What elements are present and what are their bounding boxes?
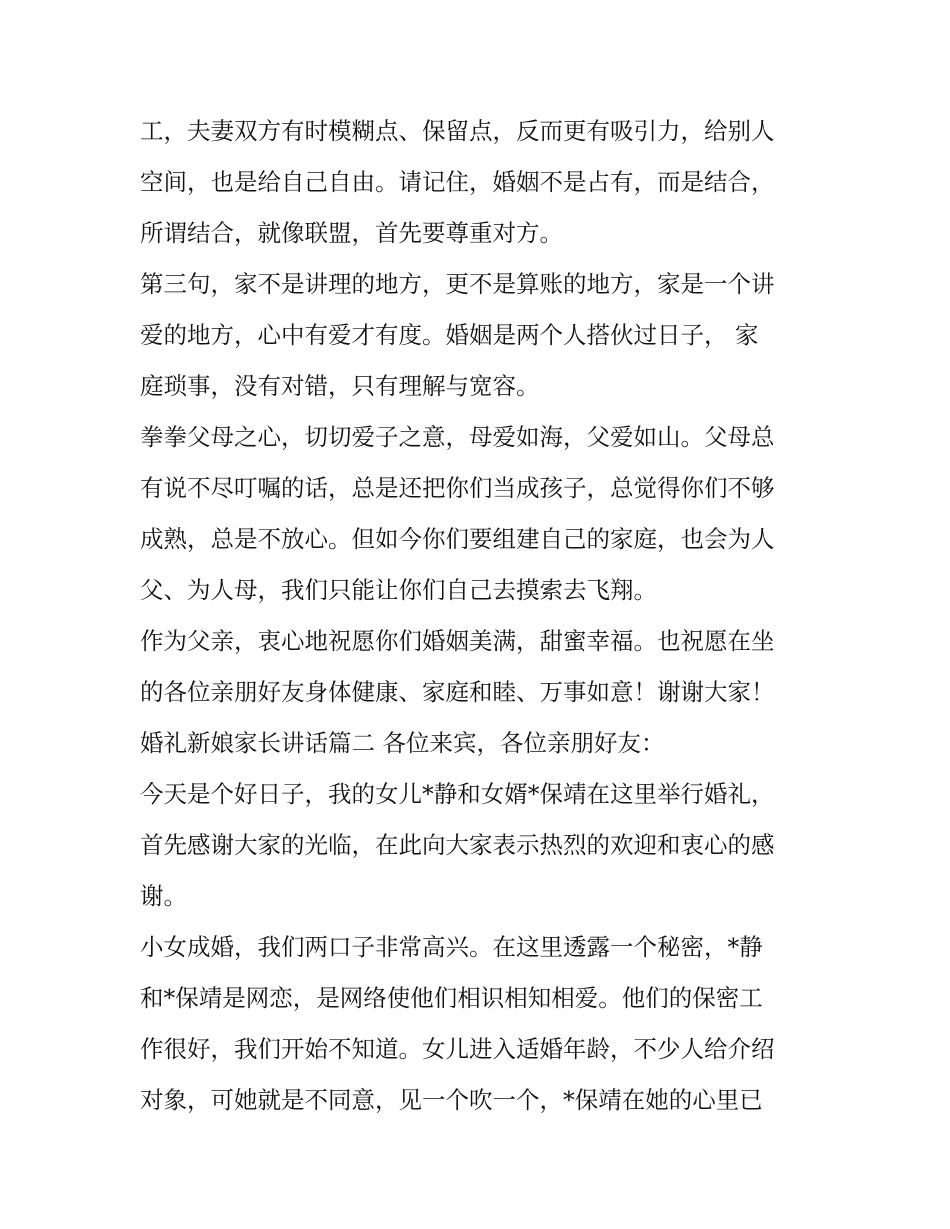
text-line: 首先感谢大家的光临，在此向大家表示热烈的欢迎和衷心的感 (140, 831, 775, 859)
text-line: 第三句，家不是讲理的地方，更不是算账的地方，家是一个讲 (140, 270, 775, 298)
text-line: 庭琐事，没有对错，只有理解与宽容。 (140, 372, 540, 400)
text-line: 拳拳父母之心，切切爱子之意，母爱如海，父爱如山。父母总 (140, 423, 775, 451)
text-line: 的各位亲朋好友身体健康、家庭和睦、万事如意！谢谢大家！ (140, 678, 775, 706)
text-line: 爱的地方，心中有爱才有度。婚姻是两个人搭伙过日子， 家 (140, 321, 759, 349)
document-body (140, 106, 820, 1126)
text-line: 空间，也是给自己自由。请记住，婚姻不是占有，而是结合， (140, 168, 775, 196)
text-line: 父、为人母，我们只能让你们自己去摸索去飞翔。 (140, 576, 657, 604)
text-line: 所谓结合，就像联盟，首先要尊重对方。 (140, 219, 563, 247)
text-line: 工，夫妻双方有时模糊点、保留点，反而更有吸引力，给别人 (140, 117, 775, 145)
text-line: 今天是个好日子，我的女儿*静和女婿*保靖在这里举行婚礼， (140, 780, 775, 808)
text-line: 对象，可她就是不同意，见一个吹一个，*保靖在她的心里已 (140, 1086, 763, 1114)
text-line: 和*保靖是网恋，是网络使他们相识相知相爱。他们的保密工 (140, 984, 763, 1012)
text-line: 作很好，我们开始不知道。女儿进入适婚年龄，不少人给介绍 (140, 1035, 775, 1063)
text-line: 作为父亲，衷心地祝愿你们婚姻美满，甜蜜幸福。也祝愿在坐 (140, 627, 775, 655)
text-line: 有说不尽叮嘱的话，总是还把你们当成孩子，总觉得你们不够 (140, 474, 775, 502)
section-heading-line: 婚礼新娘家长讲话篇二 各位来宾，各位亲朋好友： (140, 729, 665, 757)
text-line: 成熟，总是不放心。但如今你们要组建自己的家庭，也会为人 (140, 525, 775, 553)
text-line: 小女成婚，我们两口子非常高兴。在这里透露一个秘密，*静 (140, 933, 763, 961)
text-line: 谢。 (140, 882, 187, 910)
